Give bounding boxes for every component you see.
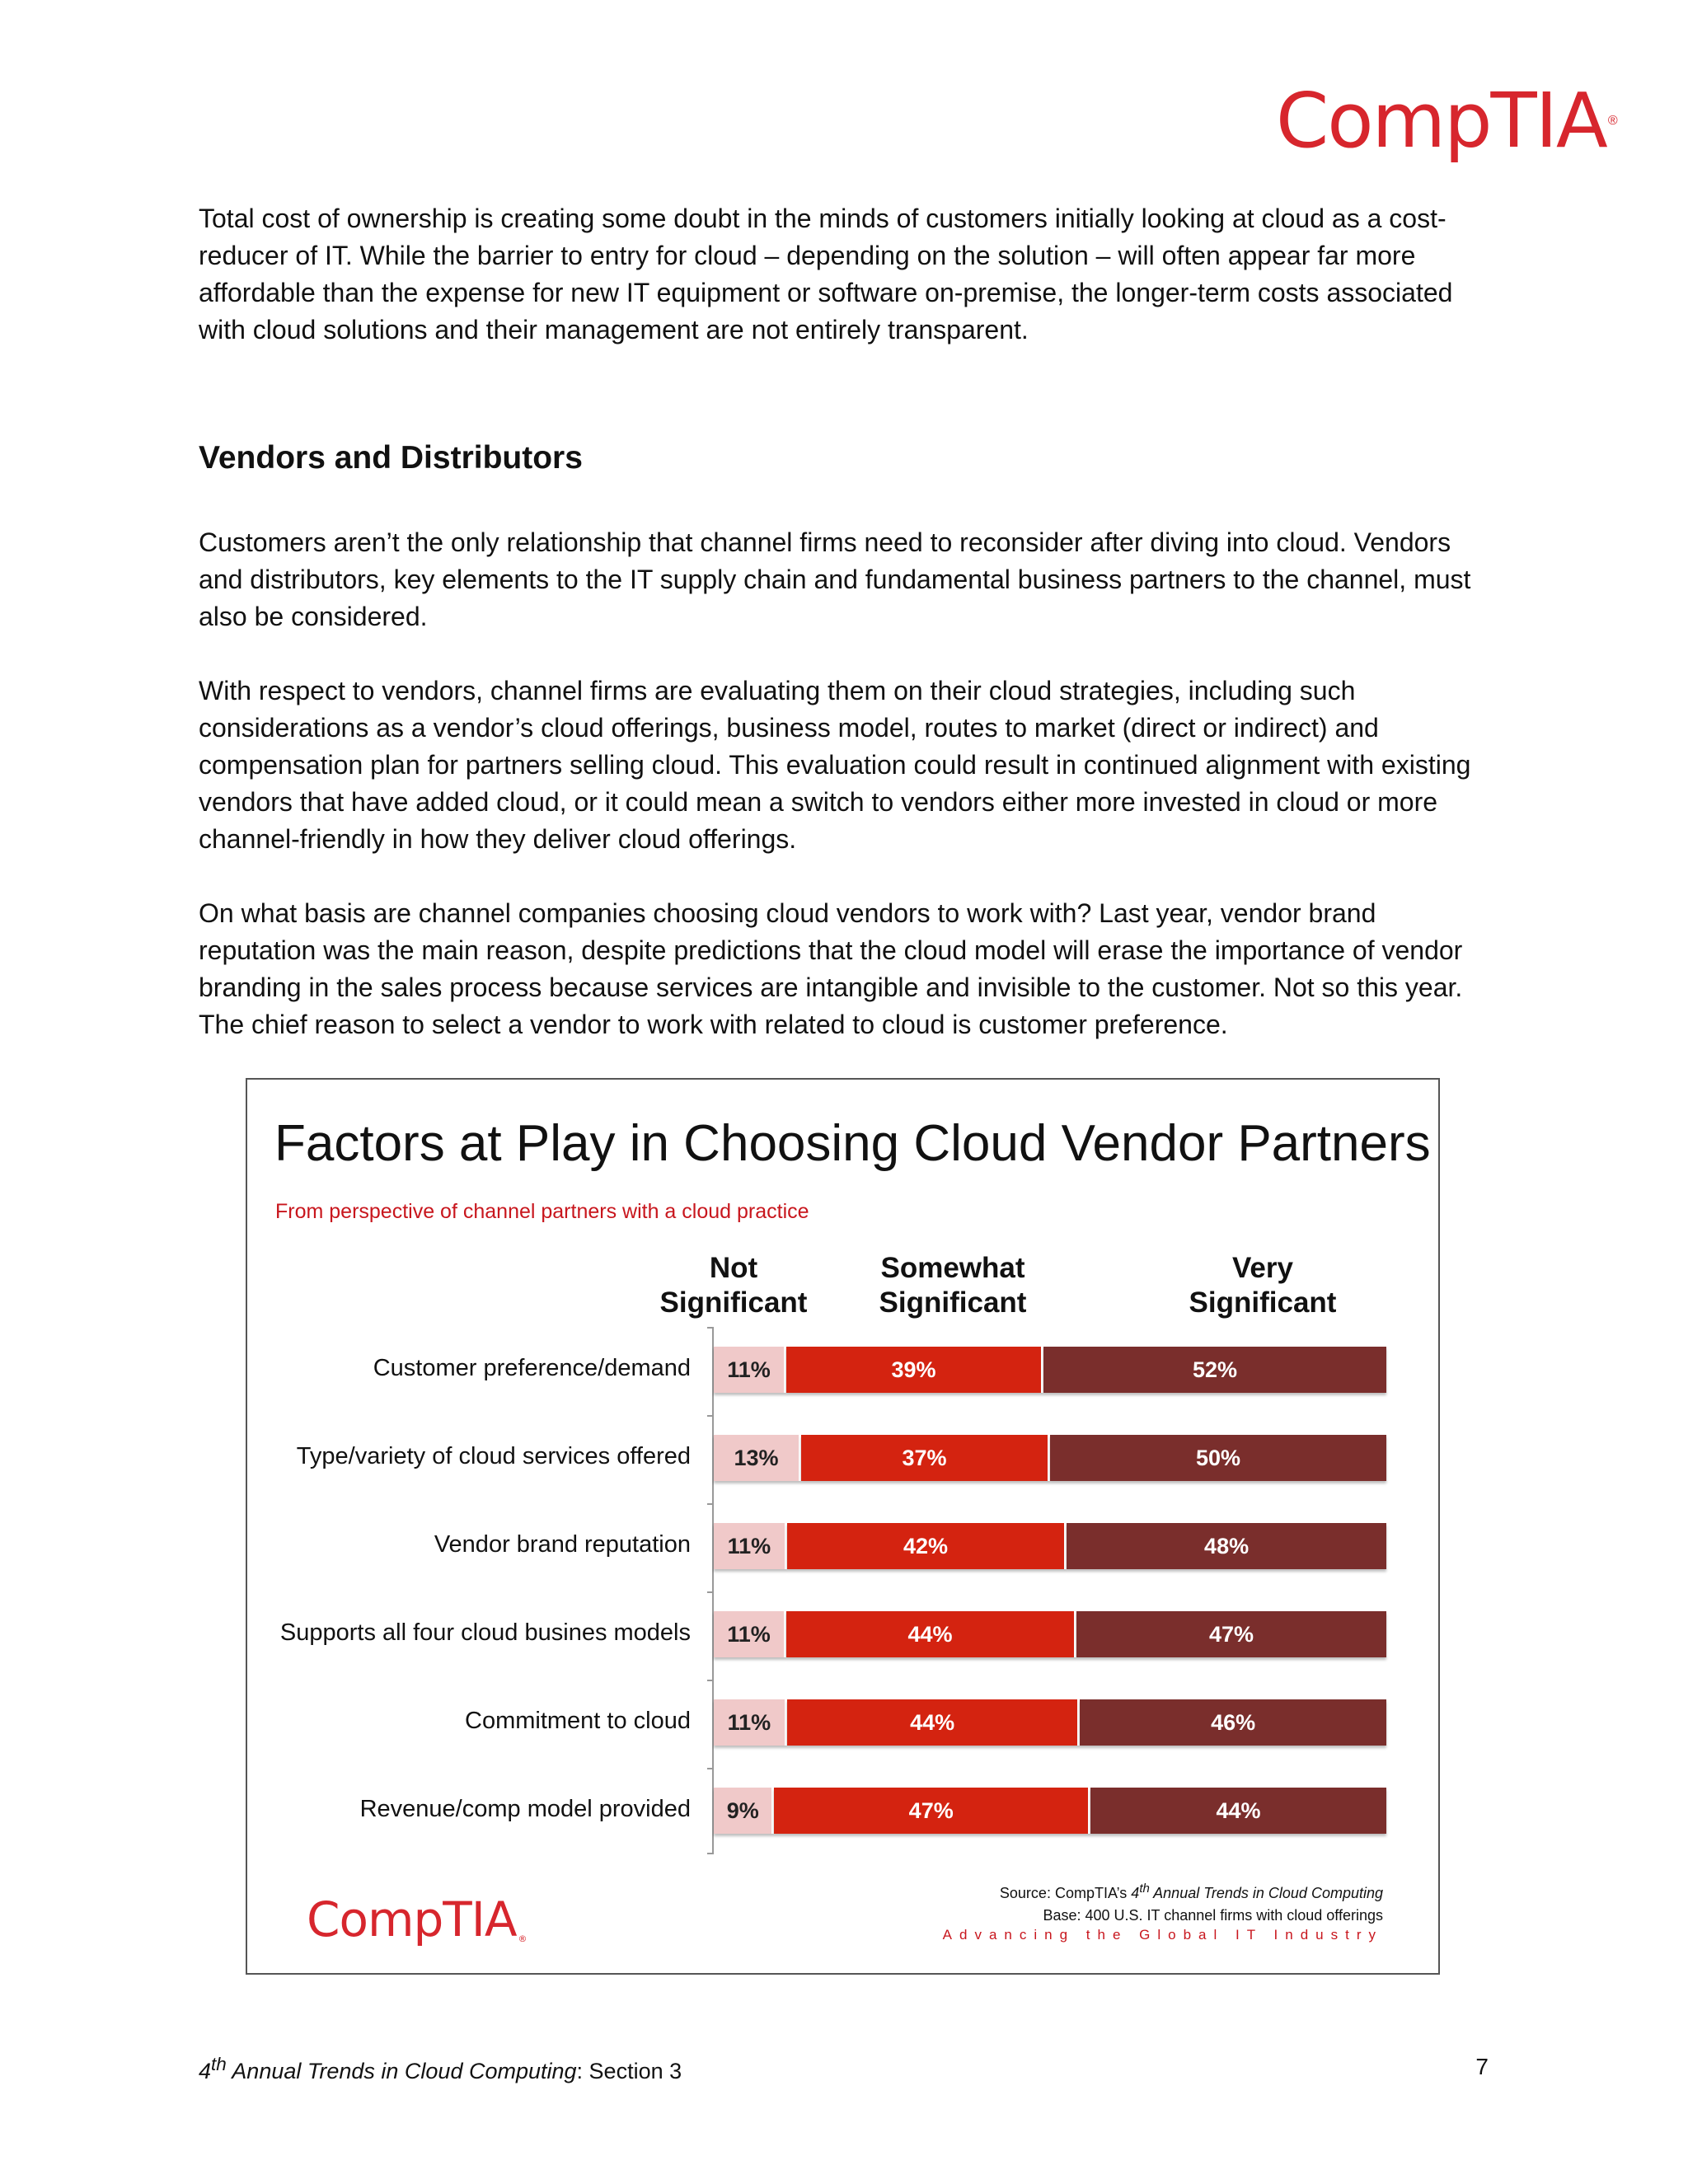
axis-tick — [707, 1768, 714, 1769]
logo-registered-mark: ® — [1607, 114, 1618, 128]
bar-segment-not — [714, 1347, 786, 1393]
source-ordinal-sup: th — [1139, 1882, 1150, 1896]
data-label: 44% — [1216, 1797, 1261, 1823]
data-label: 11% — [727, 1621, 771, 1647]
header-very-line2: Significant — [1189, 1286, 1337, 1319]
data-label: 39% — [891, 1357, 936, 1382]
bar-row — [714, 1435, 1386, 1481]
bar-segment-not — [714, 1523, 787, 1569]
header-somewhat-line2: Significant — [879, 1286, 1027, 1319]
axis-tick — [707, 1853, 714, 1854]
base-line: Base: 400 U.S. IT channel firms with cloud offerings — [1043, 1907, 1383, 1924]
header-not-line1: Not — [709, 1252, 758, 1284]
data-label: 44% — [907, 1621, 953, 1647]
header-somewhat-line1: Somewhat — [880, 1252, 1025, 1284]
logo-text: CompTIA — [1276, 77, 1606, 165]
axis-tick — [707, 1503, 714, 1505]
paragraph-1-block — [199, 524, 1493, 635]
paragraph-1: Customers aren’t the only relationship that channel firms need to reconsider after diving into cloud. Vendors and distributors, key elements to the IT supply chain and fundamental business partners to the channel, must also be considered. — [199, 527, 1471, 631]
axis-tick — [707, 1327, 714, 1329]
bar-segment-very — [1090, 1788, 1386, 1834]
bar-row — [714, 1699, 1386, 1746]
header-very-significant — [1172, 1251, 1353, 1320]
header-not-line2: Significant — [659, 1286, 808, 1319]
data-label: 52% — [1192, 1357, 1238, 1382]
chart-tagline: Advancing the Global IT Industry — [942, 1927, 1383, 1943]
chart-source — [1000, 1877, 1383, 1927]
chart-title: Factors at Play in Choosing Cloud Vendor Partners — [274, 1115, 1431, 1172]
bar-segment-some — [787, 1523, 1067, 1569]
footer-title: Annual Trends in Cloud Computing — [226, 2059, 577, 2083]
paragraph-3-block — [199, 895, 1493, 1043]
bar-segment-not — [714, 1788, 774, 1834]
bar-segment-not — [714, 1699, 787, 1746]
row-label: Vendor brand reputation — [434, 1531, 691, 1558]
row-label: Customer preference/demand — [373, 1355, 691, 1381]
paragraph-3: On what basis are channel companies choosing cloud vendors to work with? Last year, vendor brand reputation was the main reason, despite predictions that the cloud model will erase the importance of vendor branding in the sales process because services are intangible and invisible to the customer. Not so this year. The chief reason to select a vendor to work with related to cloud is customer preference. — [199, 898, 1463, 1039]
bar-segment-not — [714, 1435, 801, 1481]
data-label: 9% — [726, 1797, 759, 1823]
axis-tick — [707, 1680, 714, 1681]
data-label: 11% — [727, 1357, 771, 1382]
source-prefix: Source: CompTIA’s — [999, 1885, 1132, 1901]
chart-logo-text: CompTIA — [307, 1891, 517, 1947]
bar-row — [714, 1523, 1386, 1569]
comptia-logo — [1276, 76, 1618, 166]
data-label: 47% — [908, 1797, 954, 1823]
page-number: 7 — [1475, 2054, 1489, 2079]
axis-tick — [707, 1591, 714, 1593]
intro-paragraph-block — [199, 200, 1493, 349]
bar-segment-some — [801, 1435, 1050, 1481]
bar-segment-some — [774, 1788, 1090, 1834]
row-label: Commitment to cloud — [465, 1708, 691, 1734]
data-label: 47% — [1208, 1621, 1254, 1647]
paragraph-2-block — [199, 673, 1493, 858]
intro-paragraph: Total cost of ownership is creating some doubt in the minds of customers initially looking at cloud as a cost-reducer of IT. While the barrier to entry for cloud – depending on the solution – will often appear far more affordable than the expense for new IT equipment or software on-premise, the longer-term costs associated with cloud solutions and their management are not entirely transparent. — [199, 204, 1453, 344]
data-label: 50% — [1195, 1445, 1240, 1470]
row-label: Type/variety of cloud services offered — [296, 1443, 691, 1469]
header-not-significant — [651, 1251, 816, 1320]
axis-tick — [707, 1415, 714, 1417]
bar-segment-some — [787, 1699, 1080, 1746]
bar-row — [714, 1347, 1386, 1393]
row-label: Supports all four cloud busines models — [279, 1619, 691, 1646]
footer-ordinal-sup: th — [211, 2054, 227, 2074]
bar-row — [714, 1611, 1386, 1657]
row-label: Revenue/comp model provided — [359, 1796, 691, 1822]
bar-segment-not — [714, 1611, 786, 1657]
data-label: 37% — [902, 1445, 947, 1470]
bar-row — [714, 1788, 1386, 1834]
data-label: 44% — [910, 1709, 955, 1735]
bar-segment-some — [786, 1611, 1076, 1657]
footer-ordinal: 4 — [199, 2059, 212, 2083]
page-footer — [199, 2054, 682, 2084]
data-label: 48% — [1204, 1533, 1250, 1558]
header-very-line1: Very — [1232, 1252, 1293, 1284]
bar-segment-very — [1043, 1347, 1386, 1393]
source-title: Annual Trends in Cloud Computing — [1149, 1885, 1383, 1901]
source-line — [1000, 1877, 1383, 1905]
chart-axis — [712, 1327, 714, 1854]
paragraph-2: With respect to vendors, channel firms are evaluating them on their cloud strategies, including such considerations as a vendor’s cloud offerings, business model, routes to market (direct or indirect) and compensation plan for partners selling cloud. This evaluation could result in continued alignment with existing vendors that have added cloud, or it could mean a switch to vendors either more invested in cloud or more channel-friendly in how they deliver cloud offerings. — [199, 676, 1471, 854]
bar-segment-very — [1067, 1523, 1386, 1569]
bar-segment-very — [1080, 1699, 1386, 1746]
header-somewhat-significant — [862, 1251, 1043, 1320]
bar-segment-very — [1076, 1611, 1386, 1657]
chart-subtitle: From perspective of channel partners with a cloud practice — [275, 1200, 809, 1223]
data-label: 42% — [903, 1533, 949, 1558]
chart-comptia-logo — [307, 1891, 527, 1947]
section-heading: Vendors and Distributors — [199, 440, 583, 476]
footer-suffix: : Section 3 — [576, 2059, 682, 2083]
data-label: 46% — [1211, 1709, 1256, 1735]
chart-logo-registered-mark: ® — [518, 1933, 527, 1944]
bar-segment-some — [786, 1347, 1043, 1393]
data-label: 11% — [727, 1709, 771, 1735]
data-label: 13% — [734, 1445, 779, 1470]
bar-segment-very — [1050, 1435, 1386, 1481]
data-label: 11% — [727, 1533, 771, 1558]
source-ordinal: 4 — [1131, 1885, 1140, 1901]
